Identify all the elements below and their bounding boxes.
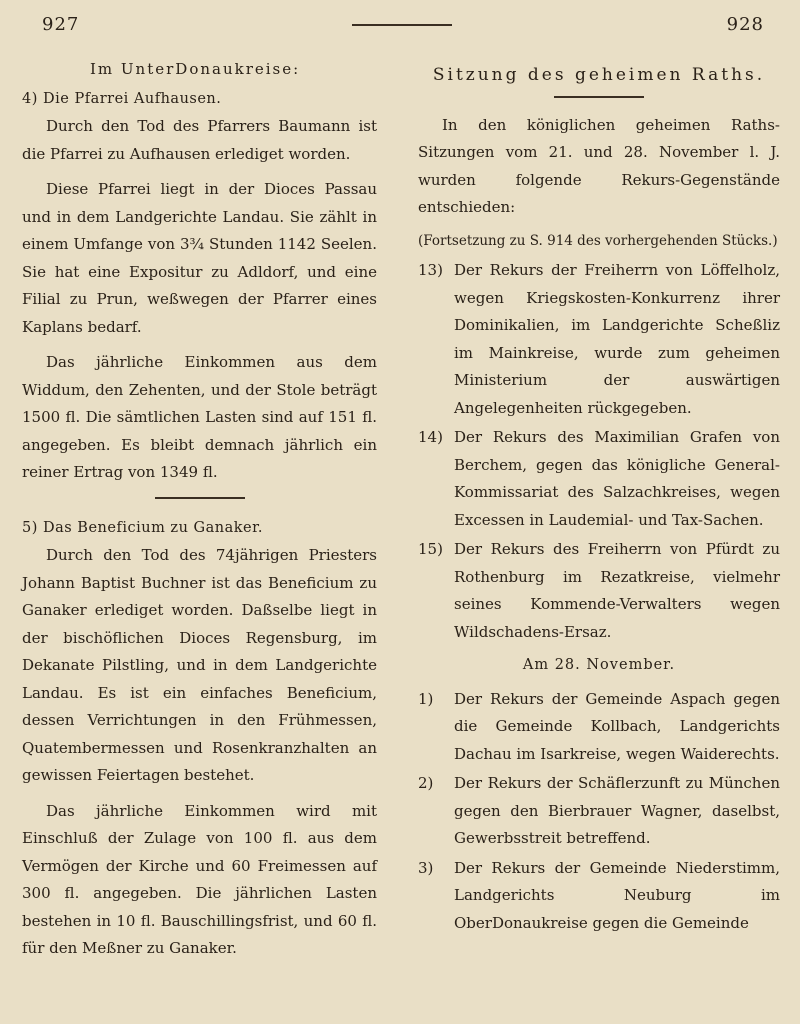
item-4-paragraph-2: Diese Pfarrei liegt in der Dioces Passau und in dem Landgerichte Landau. Sie zählt in einem Umfange von 3¾ Stunden 1142 Seelen. Sie hat eine Expositur zu Adldorf, und eine Filial zu Prun, weßwegen der Pfarrer eines Kaplans bedarf.: [22, 180, 377, 336]
list-item: [418, 257, 780, 422]
list-item: [418, 686, 780, 769]
item-4-paragraph-3: Das jährliche Einkommen aus dem Widdum, den Zehenten, und der Stole beträgt 1500 fl. Die sämtlichen Lasten sind auf 151 fl. angegeben. Es bleibt demnach jährlich ein reiner Ertrag von 1349 fl.: [22, 353, 377, 481]
item-4-title: 4) Die Pfarrei Aufhausen.: [22, 90, 222, 107]
right-column: [418, 56, 780, 937]
list-item-text: Der Rekurs des Freiherrn von Pfürdt zu Rothenburg im Rezatkreise, vielmehr seines Kommende-Verwalters wegen Wildschadens-Ersaz.: [454, 540, 780, 641]
list-item-number: 14): [418, 428, 443, 446]
page-number-left: 927: [42, 14, 80, 35]
page-number-right: 928: [726, 14, 764, 35]
section-header-right: Sitzung des geheimen Raths.: [432, 65, 766, 85]
list-item-number: 15): [418, 540, 443, 558]
top-rule: [352, 24, 452, 26]
list-item-text: Der Rekurs der Freiherrn von Löffelholz, wegen Kriegskosten-Konkurrenz ihrer Dominikalien, im Landgerichte Scheßliz im Mainkreise, wurde zum geheimen Ministerium der auswärtigen Angelegenheiten rückgegeben.: [454, 261, 780, 417]
list-item: [418, 855, 780, 938]
list-item-text: Der Rekurs der Gemeinde Niederstimm, Landgerichts Neuburg im OberDonaukreise gegen die Gemeinde: [454, 858, 780, 932]
continuation-note: (Fortsetzung zu S. 914 des vorhergehenden Stücks.): [418, 232, 778, 249]
list-item-number: 3): [418, 858, 434, 877]
item-5-title: 5) Das Beneficium zu Ganaker.: [22, 519, 264, 536]
list-item-number: 1): [418, 689, 434, 708]
list-item-text: Der Rekurs der Schäflerzunft zu München gegen den Bierbrauer Wagner, daselbst, Gewerbsstreit betreffend.: [454, 774, 780, 847]
list-item-number: 13): [418, 261, 443, 279]
date-heading: Am 28. November.: [522, 657, 676, 673]
list-item-number: 2): [418, 774, 434, 792]
left-column: [22, 56, 377, 963]
spacer: [22, 168, 377, 176]
intro-paragraph: In den königlichen geheimen Raths-Sitzungen vom 21. und 28. November l. J. wurden folgende Rekurs-Gegenstände entschieden:: [418, 115, 780, 216]
section-divider: [155, 497, 245, 499]
list-item: [418, 424, 780, 534]
header-rule: [554, 96, 644, 98]
spacer: [22, 341, 377, 349]
list-item: [418, 536, 780, 646]
list-item-text: Der Rekurs der Gemeinde Aspach gegen die Gemeinde Kollbach, Landgerichts Dachau im Isarkreise, wegen Waiderechts.: [454, 689, 780, 763]
item-5-paragraph-1: Durch den Tod des 74jährigen Priesters Johann Baptist Buchner ist das Beneficium zu Ganaker erlediget worden. Daßselbe liegt in der bischöflichen Dioces Regensburg, im Dekanate Pilstling, und in dem Landgerichte Landau. Es ist ein einfaches Beneficium, dessen Verrichtungen in den Frühmessen, Quatembermessen und Rosenkranzhalten an gewissen Feiertagen bestehet.: [22, 546, 377, 784]
item-5-paragraph-2: Das jährliche Einkommen wird mit Einschluß der Zulage von 100 fl. aus dem Vermögen der Kirche und 60 Freimessen auf 300 fl. angegeben. Die jährlichen Lasten bestehen in 10 fl. Bauschillingsfrist, und 60 fl. für den Meßner zu Ganaker.: [22, 801, 377, 957]
section-header-left: Im UnterDonaukreise:: [90, 60, 301, 78]
item-4-paragraph-1: Durch den Tod des Pfarrers Baumann ist die Pfarrei zu Aufhausen erlediget worden.: [22, 117, 377, 163]
spacer: [22, 790, 377, 798]
list-item-text: Der Rekurs des Maximilian Grafen von Berchem, gegen das königliche General-Kommissariat des Salzachkreises, wegen Excessen in Laudemial- und Tax-Sachen.: [454, 428, 780, 529]
list-item: [418, 770, 780, 853]
